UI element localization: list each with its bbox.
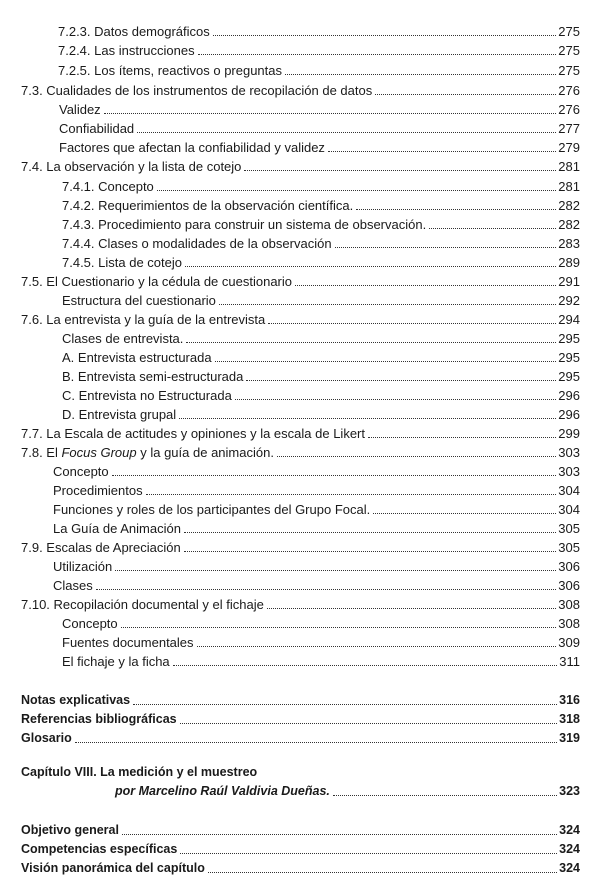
toc-entry-title: 7.4.2. Requerimientos de la observación científica.	[62, 198, 354, 213]
toc-entry-title: Concepto	[53, 464, 109, 479]
toc-entry	[0, 461, 580, 479]
toc-entry-title: Confiabilidad	[59, 121, 135, 136]
toc-entry	[0, 21, 580, 39]
dot-leader	[146, 494, 557, 495]
dot-leader	[137, 132, 556, 133]
toc-entry-title: Clases	[53, 578, 93, 593]
toc-page-number: 282	[558, 217, 580, 232]
toc-page-number: 281	[558, 179, 580, 194]
dot-leader	[268, 323, 556, 324]
toc-entry	[0, 858, 580, 876]
toc-entry	[0, 594, 580, 612]
toc-page-number: 276	[558, 102, 580, 117]
toc-entry	[0, 366, 580, 384]
toc-entry-title: 7.4.5. Lista de cotejo	[62, 255, 182, 270]
toc-page-number: 281	[558, 159, 580, 174]
toc-entry	[0, 820, 580, 838]
toc-entry-title: D. Entrevista grupal	[62, 407, 177, 422]
toc-entry	[0, 290, 580, 308]
toc-page-number: 303	[558, 464, 580, 479]
toc-page-number: 324	[559, 823, 580, 837]
toc-entry	[0, 80, 580, 98]
dot-leader	[104, 113, 557, 114]
toc-entry	[0, 309, 580, 327]
toc-entry	[0, 347, 580, 365]
toc-page-number: 291	[558, 274, 580, 289]
toc-page-number: 303	[558, 445, 580, 460]
dot-leader	[198, 54, 557, 55]
toc-entry-title: Notas explicativas	[21, 693, 131, 707]
toc-page-number: 324	[559, 842, 580, 856]
toc-page-number: 296	[558, 388, 580, 403]
dot-leader	[115, 570, 556, 571]
toc-page-number: 323	[559, 784, 580, 798]
toc-entry-title: Competencias específicas	[21, 842, 178, 856]
toc-entry	[0, 632, 580, 650]
toc-page-number: 275	[558, 43, 580, 58]
toc-entry	[0, 423, 580, 441]
toc-entry	[0, 518, 580, 536]
toc-entry-title: El fichaje y la ficha	[62, 654, 170, 669]
toc-page-number: 295	[558, 350, 580, 365]
dot-leader	[373, 513, 556, 514]
toc-entry-title: Visión panorámica del capítulo	[21, 861, 205, 875]
dot-leader	[157, 190, 557, 191]
dot-leader	[180, 723, 558, 724]
toc-page-number: 324	[559, 861, 580, 875]
toc-entry	[0, 709, 580, 727]
toc-entry	[0, 728, 580, 746]
toc-entry	[0, 137, 580, 155]
toc-entry	[0, 839, 580, 857]
dot-leader	[215, 361, 557, 362]
dot-leader	[244, 170, 556, 171]
toc-entry	[0, 690, 580, 708]
dot-leader	[185, 266, 556, 267]
toc-entry	[0, 99, 580, 117]
toc-entry-title: B. Entrevista semi-estructurada	[62, 369, 244, 384]
toc-page-number: 299	[558, 426, 580, 441]
toc-entry	[0, 762, 580, 780]
toc-entry	[0, 271, 580, 289]
toc-page-number: 304	[558, 483, 580, 498]
dot-leader	[267, 608, 556, 609]
dot-leader	[219, 304, 556, 305]
toc-entry-title: Factores que afectan la confiabilidad y validez	[59, 140, 325, 155]
dot-leader	[235, 399, 556, 400]
dot-leader	[121, 627, 557, 628]
toc-entry-title: 7.4.4. Clases o modalidades de la observación	[62, 236, 332, 251]
dot-leader	[96, 589, 557, 590]
toc-entry-title: Validez	[59, 102, 101, 117]
toc-page-number: 292	[558, 293, 580, 308]
dot-leader	[122, 834, 557, 835]
toc-page-number: 295	[558, 331, 580, 346]
toc-entry-title: Funciones y roles de los participantes del Grupo Focal.	[53, 502, 371, 517]
toc-entry-title: Estructura del cuestionario	[62, 293, 216, 308]
toc-page-number: 305	[558, 521, 580, 536]
dot-leader	[112, 475, 557, 476]
toc-entry	[0, 328, 580, 346]
toc-entry-title: La Guía de Animación	[53, 521, 181, 536]
toc-page-number: 294	[558, 312, 580, 327]
dot-leader	[75, 742, 557, 743]
toc-entry-title: 7.6. La entrevista y la guía de la entrevista	[21, 312, 266, 327]
toc-entry-title: Clases de entrevista.	[62, 331, 184, 346]
toc-entry	[0, 233, 580, 251]
dot-leader	[184, 532, 556, 533]
dot-leader	[429, 228, 556, 229]
toc-entry-title: C. Entrevista no Estructurada	[62, 388, 232, 403]
toc-page-number: 296	[558, 407, 580, 422]
toc-page-number: 276	[558, 83, 580, 98]
toc-entry	[0, 404, 580, 422]
dot-leader	[333, 795, 557, 796]
toc-entry	[0, 480, 580, 498]
toc-entry-title: Capítulo VIII. La medición y el muestreo	[21, 765, 258, 779]
dot-leader	[213, 35, 557, 36]
toc-page-number: 308	[558, 597, 580, 612]
dot-leader	[285, 74, 556, 75]
dot-leader	[356, 209, 556, 210]
toc-entry	[0, 40, 580, 58]
toc-entry-title: 7.5. El Cuestionario y la cédula de cuestionario	[21, 274, 292, 289]
toc-entry-title: por Marcelino Raúl Valdivia Dueñas.	[115, 784, 330, 798]
dot-leader	[208, 872, 557, 873]
toc-page-number: 282	[558, 198, 580, 213]
toc-entry	[0, 252, 580, 270]
toc-page-number: 305	[558, 540, 580, 555]
toc-entry	[0, 195, 580, 213]
toc-entry	[0, 214, 580, 232]
toc-entry	[0, 156, 580, 174]
toc-entry-title: 7.7. La Escala de actitudes y opiniones y la escala de Likert	[21, 426, 365, 441]
toc-entry	[0, 613, 580, 631]
dot-leader	[133, 704, 557, 705]
toc-entry-title: 7.2.4. Las instrucciones	[58, 43, 195, 58]
toc-page-number: 289	[558, 255, 580, 270]
toc-entry	[0, 176, 580, 194]
dot-leader	[186, 342, 556, 343]
toc-page-number: 279	[558, 140, 580, 155]
toc-entry-title: Fuentes documentales	[62, 635, 194, 650]
toc-page-number: 275	[558, 63, 580, 78]
dot-leader	[368, 437, 556, 438]
toc-entry-title: Glosario	[21, 731, 72, 745]
toc-page-number: 304	[558, 502, 580, 517]
toc-page-number: 306	[558, 578, 580, 593]
dot-leader	[277, 456, 556, 457]
toc-entry	[0, 118, 580, 136]
toc-entry-title: 7.8. El Focus Group y la guía de animación.	[21, 445, 274, 460]
toc-page-number: 309	[558, 635, 580, 650]
toc-entry-title: 7.3. Cualidades de los instrumentos de recopilación de datos	[21, 83, 373, 98]
toc-entry	[0, 651, 580, 669]
dot-leader	[335, 247, 557, 248]
toc-page-number: 316	[559, 693, 580, 707]
dot-leader	[295, 285, 556, 286]
dot-leader	[180, 853, 557, 854]
toc-entry-title: Procedimientos	[53, 483, 143, 498]
toc-page-number: 318	[559, 712, 580, 726]
toc-entry-title: 7.9. Escalas de Apreciación	[21, 540, 181, 555]
toc-page-number: 306	[558, 559, 580, 574]
dot-leader	[328, 151, 556, 152]
toc-entry-title: A. Entrevista estructurada	[62, 350, 212, 365]
toc-page-number: 283	[558, 236, 580, 251]
toc-page-number: 277	[558, 121, 580, 136]
toc-entry-title: 7.2.3. Datos demográficos	[58, 24, 210, 39]
toc-page-number: 319	[559, 731, 580, 745]
toc-entry	[0, 60, 580, 78]
dot-leader	[179, 418, 556, 419]
toc-entry	[0, 556, 580, 574]
dot-leader	[246, 380, 556, 381]
toc-entry-title: 7.2.5. Los ítems, reactivos o preguntas	[58, 63, 283, 78]
toc-entry-title: 7.4.3. Procedimiento para construir un sistema de observación.	[62, 217, 427, 232]
toc-entry	[0, 499, 580, 517]
toc-entry	[0, 385, 580, 403]
toc-page-number: 308	[558, 616, 580, 631]
toc-entry-title: 7.10. Recopilación documental y el fichaje	[21, 597, 264, 612]
dot-leader	[375, 94, 556, 95]
dot-leader	[197, 646, 557, 647]
dot-leader	[173, 665, 558, 666]
toc-entry-title: 7.4.1. Concepto	[62, 179, 154, 194]
toc-page-number: 295	[558, 369, 580, 384]
toc-entry	[0, 537, 580, 555]
dot-leader	[184, 551, 557, 552]
toc-entry-title: Utilización	[53, 559, 113, 574]
toc-entry	[0, 575, 580, 593]
toc-entry	[0, 442, 580, 460]
toc-entry-title: Objetivo general	[21, 823, 119, 837]
toc-entry-title: Referencias bibliográficas	[21, 712, 177, 726]
toc-entry-title: 7.4. La observación y la lista de cotejo	[21, 159, 242, 174]
toc-page-number: 275	[558, 24, 580, 39]
toc-page-number: 311	[559, 654, 580, 669]
toc-entry	[0, 781, 580, 799]
toc-entry-title: Concepto	[62, 616, 118, 631]
